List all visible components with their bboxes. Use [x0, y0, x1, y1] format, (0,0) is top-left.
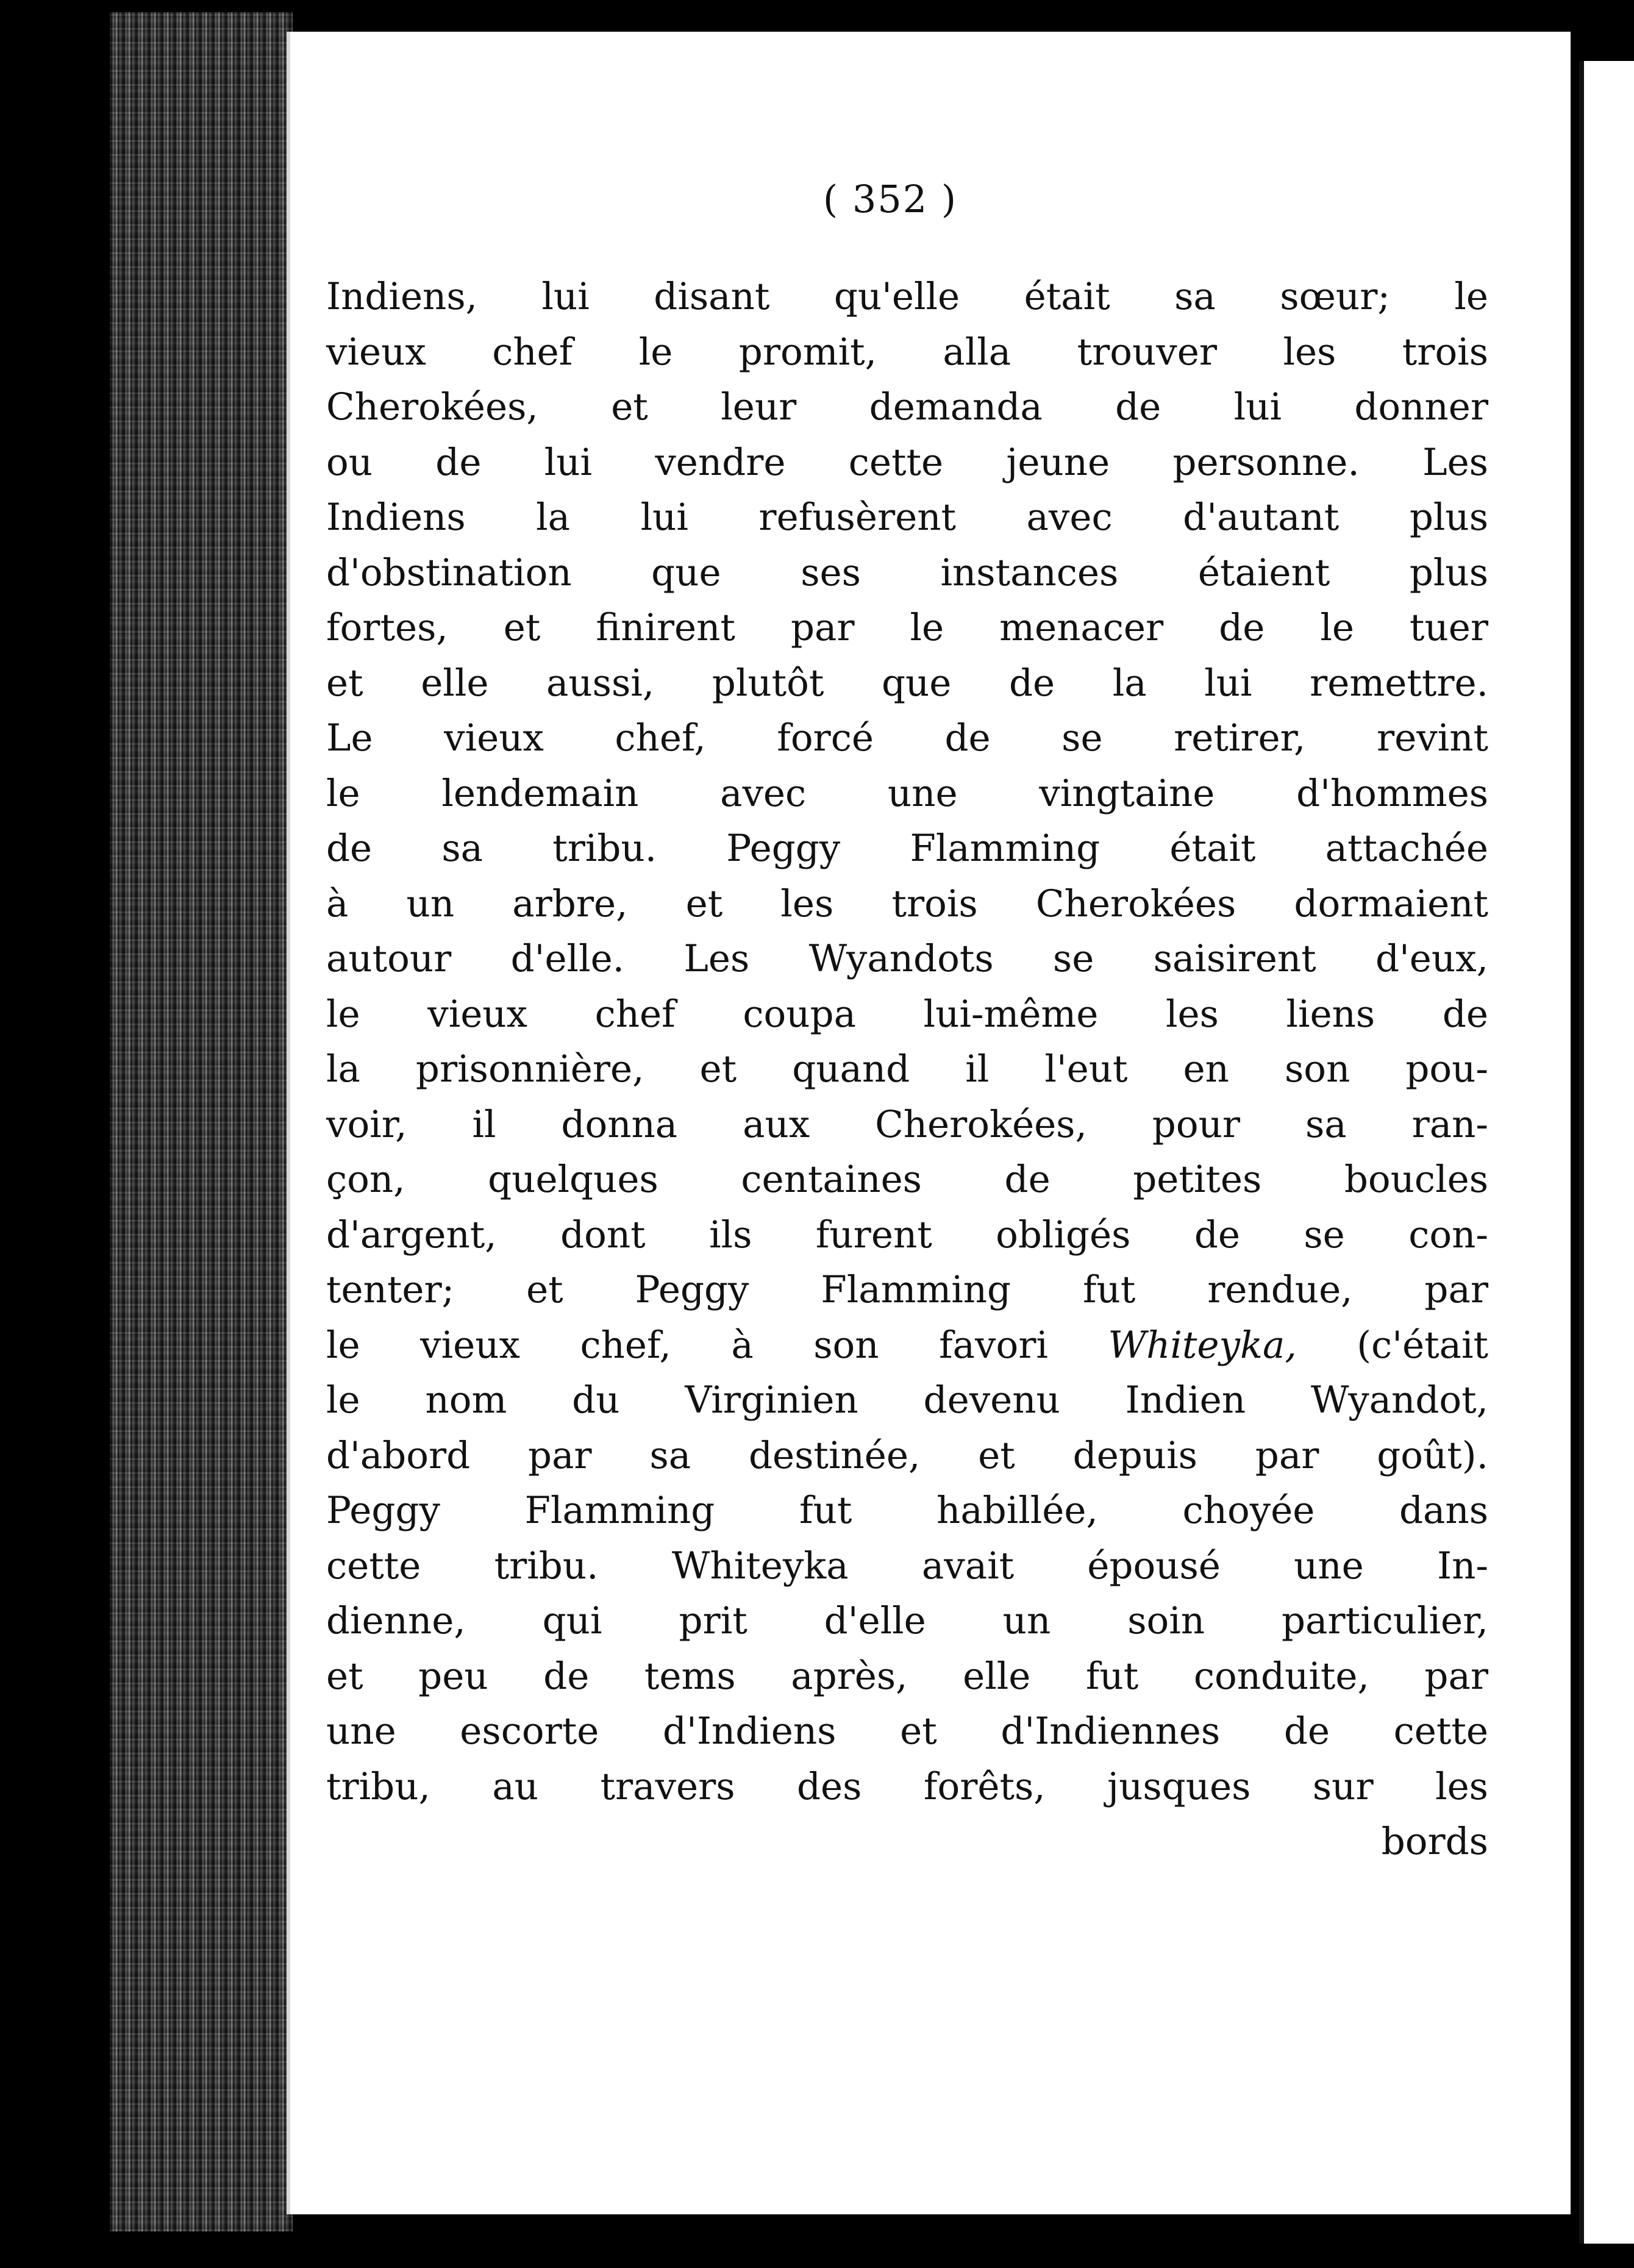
text-line: cette tribu. Whiteyka avait épousé une In-	[326, 1544, 1488, 1588]
text-line: Le vieux chef, forcé de se retirer, revint	[326, 716, 1488, 760]
text-line: Indiens la lui refusèrent avec d'autant plus	[326, 496, 1488, 539]
page-number: ( 352 )	[822, 177, 958, 221]
text-line: tribu, au travers des forêts, jusques sur les	[326, 1764, 1488, 1808]
text-line: et peu de tems après, elle fut conduite, par	[326, 1654, 1488, 1698]
text-line: le lendemain avec une vingtaine d'hommes	[326, 771, 1488, 815]
text-line: vieux chef le promit, alla trouver les trois	[326, 330, 1488, 374]
text-line: la prisonnière, et quand il l'eut en son pou-	[326, 1047, 1488, 1091]
text-line: une escorte d'Indiens et d'Indiennes de cette	[326, 1710, 1488, 1753]
text-line: ou de lui vendre cette jeune personne. Les	[326, 440, 1488, 484]
text-line: et elle aussi, plutôt que de la lui remettre.	[326, 661, 1488, 705]
text-line: de sa tribu. Peggy Flamming était attachée	[326, 827, 1488, 870]
text-line: çon, quelques centaines de petites boucles	[326, 1158, 1488, 1201]
text-line: d'abord par sa destinée, et depuis par goût).	[326, 1433, 1488, 1477]
text-line: à un arbre, et les trois Cherokées dormaient	[326, 882, 1488, 925]
text-line: fortes, et finirent par le menacer de le tuer	[326, 606, 1488, 649]
book-spine	[110, 12, 293, 2231]
text-line: Indiens, lui disant qu'elle était sa sœur; le	[326, 275, 1488, 318]
text-line: d'argent, dont ils furent obligés de se con-	[326, 1213, 1488, 1257]
text-line: le vieux chef coupa lui-même les liens de	[326, 992, 1488, 1036]
text-line: d'obstination que ses instances étaient plus	[326, 551, 1488, 594]
text-line: tenter; et Peggy Flamming fut rendue, par	[326, 1268, 1488, 1311]
page-text	[326, 269, 1488, 1870]
catchword: bords	[1381, 1820, 1488, 1863]
italic-name: Whiteyka,	[1108, 1323, 1297, 1367]
text-segment: le vieux chef, à son favori	[326, 1323, 1108, 1367]
text-line: le nom du Virginien devenu Indien Wyandot,	[326, 1378, 1488, 1422]
text-line: Peggy Flamming fut habillée, choyée dans	[326, 1489, 1488, 1532]
text-line: Cherokées, et leur demanda de lui donner	[326, 385, 1488, 429]
text-line	[326, 1318, 1488, 1374]
text-line: dienne, qui prit d'elle un soin particulier,	[326, 1599, 1488, 1642]
spine-texture	[110, 12, 293, 2231]
text-line: autour d'elle. Les Wyandots se saisirent d'eux,	[326, 937, 1488, 980]
text-segment: (c'était	[1296, 1323, 1488, 1367]
next-page-edge	[1579, 61, 1634, 2244]
text-line: voir, il donna aux Cherokées, pour sa ran-	[326, 1102, 1488, 1146]
